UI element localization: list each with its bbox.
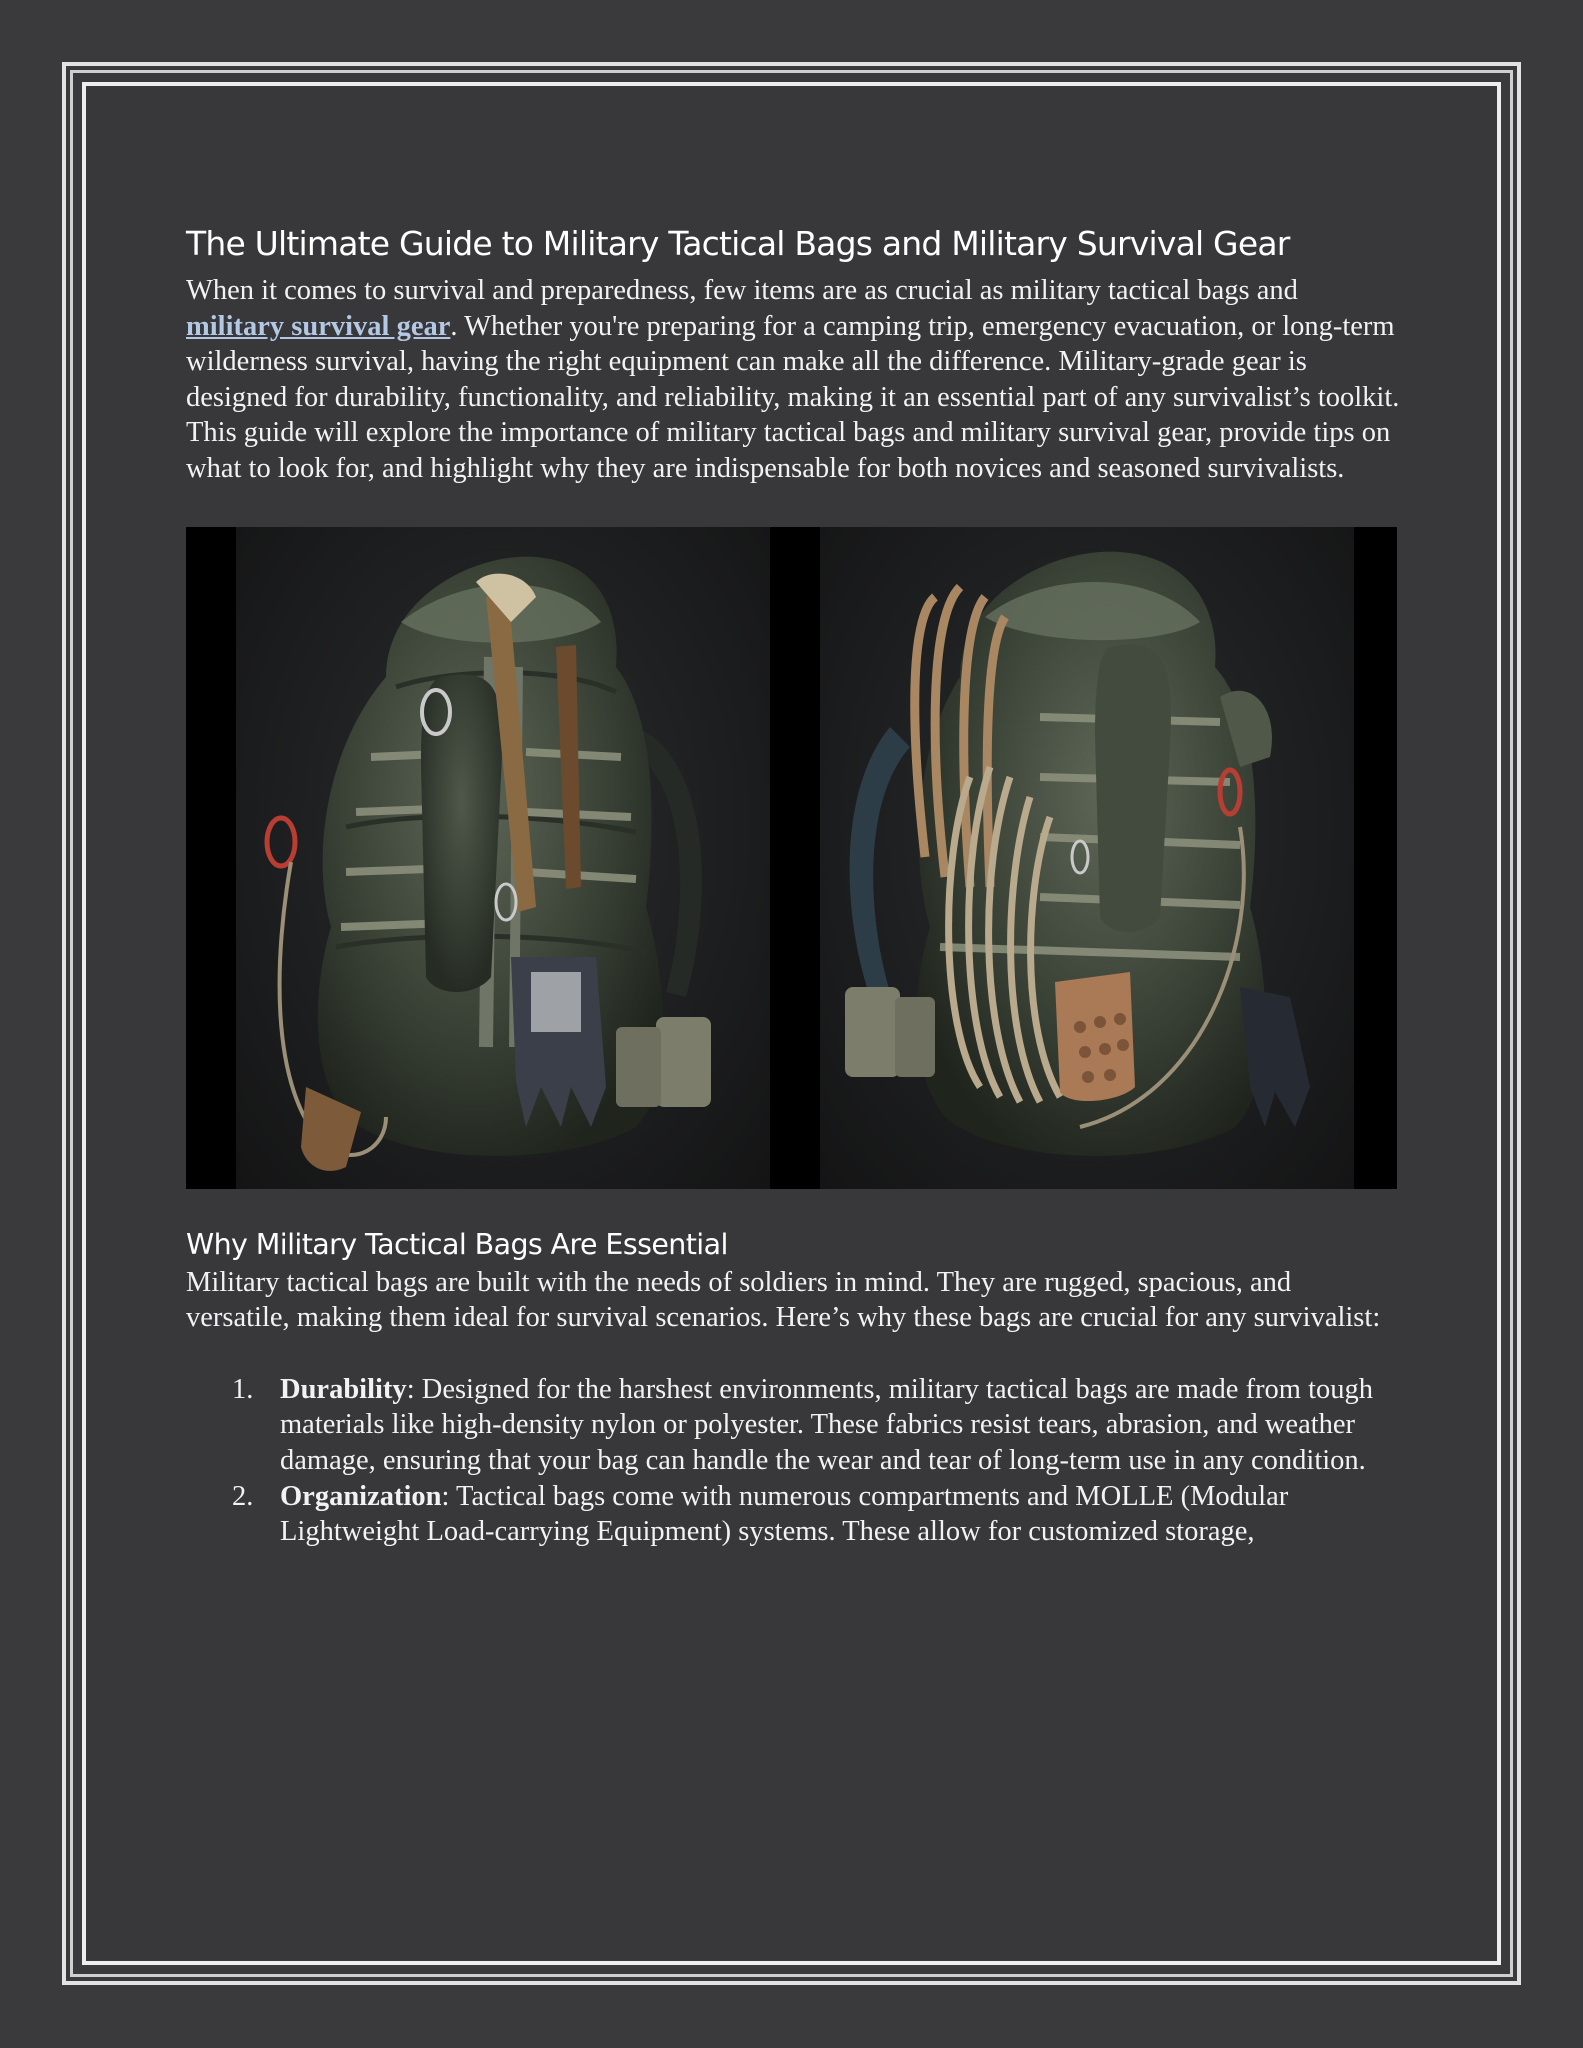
- intro-text-after-link: . Whether you're preparing for a camping trip, emergency evacuation, or long-term wilderness survival, having the right equipment can make all the difference. Military-grade gear is designed for durability, functionality, and reliability, making it an essential part of any survivalist’s toolkit.: [186, 310, 1400, 413]
- list-item-term: Durability: [280, 1373, 407, 1405]
- backpack-left-icon: [236, 527, 770, 1189]
- article-content: [186, 215, 1400, 1550]
- military-survival-gear-link[interactable]: military survival gear: [186, 310, 451, 342]
- backpack-right-icon: [820, 527, 1354, 1189]
- list-item-text: : Designed for the harshest environments, military tactical bags are made from tough materials like high-density nylon or polyester. These fabrics resist tears, abrasion, and weather damage, ensuring that your bag can handle the wear and tear of long-term use in any condition.: [280, 1373, 1374, 1476]
- section-paragraph: Military tactical bags are built with the needs of soldiers in mind. They are rugged, spacious, and versatile, making them ideal for survival scenarios. Here’s why these bags are crucial for any survivalist:: [186, 1266, 1381, 1334]
- backpack-right-image: [820, 527, 1354, 1189]
- backpack-left-image: [236, 527, 770, 1189]
- intro-text-before-link: When it comes to survival and preparedness, few items are as crucial as military tactical bags and: [186, 275, 1298, 306]
- tactical-backpack-photo: [186, 527, 1397, 1189]
- intro-paragraph: [186, 273, 1400, 415]
- section-heading: Why Military Tactical Bags Are Essential: [186, 1227, 728, 1261]
- list-item-number: 1.: [232, 1373, 254, 1405]
- list-item-text: : Tactical bags come with numerous compartments and MOLLE (Modular Lightweight Load-carrying Equipment) systems. These allow for customized storage,: [280, 1480, 1289, 1548]
- list-item: [186, 1479, 1400, 1550]
- list-item: [186, 1372, 1400, 1479]
- reasons-list: [186, 1372, 1400, 1550]
- guide-paragraph: This guide will explore the importance of military tactical bags and military survival gear, provide tips on what to look for, and highlight why they are indispensable for both novices and seasoned survivalists.: [186, 417, 1391, 484]
- list-item-term: Organization: [280, 1480, 442, 1512]
- list-item-number: 2.: [232, 1480, 254, 1512]
- page-title: The Ultimate Guide to Military Tactical Bags and Military Survival Gear: [186, 224, 1290, 263]
